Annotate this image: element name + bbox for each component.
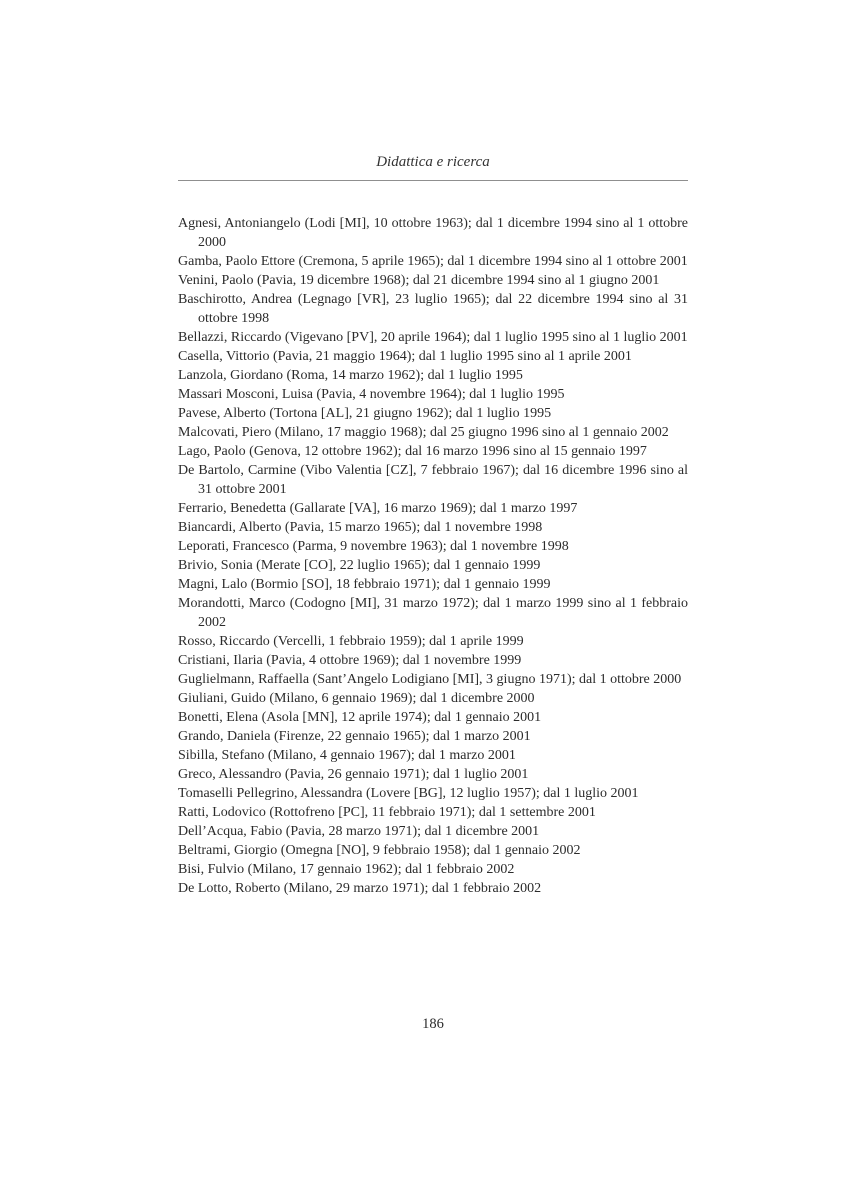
list-item: Massari Mosconi, Luisa (Pavia, 4 novembre 1964); dal 1 luglio 1995 bbox=[178, 387, 565, 402]
list-item: De Bartolo, Carmine (Vibo Valentia [CZ], 7 febbraio 1967); dal 16 dicembre 1996 sino al 31 ottobre 2001 bbox=[178, 463, 688, 497]
list-item: Agnesi, Antoniangelo (Lodi [MI], 10 ottobre 1963); dal 1 dicembre 1994 sino al 1 ottobre 2000 bbox=[178, 216, 688, 250]
list-item: Dell’Acqua, Fabio (Pavia, 28 marzo 1971); dal 1 dicembre 2001 bbox=[178, 824, 540, 839]
list-item: Bonetti, Elena (Asola [MN], 12 aprile 1974); dal 1 gennaio 2001 bbox=[178, 710, 542, 725]
list-item: De Lotto, Roberto (Milano, 29 marzo 1971); dal 1 febbraio 2002 bbox=[178, 881, 542, 896]
list-item: Baschirotto, Andrea (Legnago [VR], 23 luglio 1965); dal 22 dicembre 1994 sino al 31 ottobre 1998 bbox=[178, 292, 688, 326]
list-item: Casella, Vittorio (Pavia, 21 maggio 1964); dal 1 luglio 1995 sino al 1 aprile 2001 bbox=[178, 349, 632, 364]
running-head: Didattica e ricerca bbox=[376, 154, 490, 170]
list-item: Gamba, Paolo Ettore (Cremona, 5 aprile 1965); dal 1 dicembre 1994 sino al 1 ottobre 2001 bbox=[178, 254, 688, 269]
personnel-list bbox=[178, 214, 688, 898]
list-item: Leporati, Francesco (Parma, 9 novembre 1963); dal 1 novembre 1998 bbox=[178, 539, 569, 554]
list-item: Beltrami, Giorgio (Omegna [NO], 9 febbraio 1958); dal 1 gennaio 2002 bbox=[178, 843, 581, 858]
list-item: Lago, Paolo (Genova, 12 ottobre 1962); dal 16 marzo 1996 sino al 15 gennaio 1997 bbox=[178, 444, 647, 459]
list-item: Malcovati, Piero (Milano, 17 maggio 1968); dal 25 giugno 1996 sino al 1 gennaio 2002 bbox=[178, 425, 669, 440]
page-number: 186 bbox=[422, 1016, 444, 1032]
header-rule bbox=[178, 180, 688, 181]
list-item: Ratti, Lodovico (Rottofreno [PC], 11 febbraio 1971); dal 1 settembre 2001 bbox=[178, 805, 596, 820]
list-item: Venini, Paolo (Pavia, 19 dicembre 1968); dal 21 dicembre 1994 sino al 1 giugno 2001 bbox=[178, 273, 660, 288]
list-item: Brivio, Sonia (Merate [CO], 22 luglio 1965); dal 1 gennaio 1999 bbox=[178, 558, 541, 573]
list-item: Bellazzi, Riccardo (Vigevano [PV], 20 aprile 1964); dal 1 luglio 1995 sino al 1 luglio 2001 bbox=[178, 330, 688, 345]
list-item: Bisi, Fulvio (Milano, 17 gennaio 1962); dal 1 febbraio 2002 bbox=[178, 862, 515, 877]
list-item: Ferrario, Benedetta (Gallarate [VA], 16 marzo 1969); dal 1 marzo 1997 bbox=[178, 501, 578, 516]
list-item: Pavese, Alberto (Tortona [AL], 21 giugno 1962); dal 1 luglio 1995 bbox=[178, 406, 552, 421]
list-item: Rosso, Riccardo (Vercelli, 1 febbraio 1959); dal 1 aprile 1999 bbox=[178, 634, 524, 649]
list-item: Greco, Alessandro (Pavia, 26 gennaio 1971); dal 1 luglio 2001 bbox=[178, 767, 529, 782]
list-item: Tomaselli Pellegrino, Alessandra (Lovere [BG], 12 luglio 1957); dal 1 luglio 2001 bbox=[178, 786, 639, 801]
list-item: Giuliani, Guido (Milano, 6 gennaio 1969); dal 1 dicembre 2000 bbox=[178, 691, 535, 706]
list-item: Grando, Daniela (Firenze, 22 gennaio 1965); dal 1 marzo 2001 bbox=[178, 729, 531, 744]
list-item: Magni, Lalo (Bormio [SO], 18 febbraio 1971); dal 1 gennaio 1999 bbox=[178, 577, 551, 592]
list-item: Lanzola, Giordano (Roma, 14 marzo 1962); dal 1 luglio 1995 bbox=[178, 368, 523, 383]
list-item: Sibilla, Stefano (Milano, 4 gennaio 1967); dal 1 marzo 2001 bbox=[178, 748, 516, 763]
text-block bbox=[178, 152, 688, 898]
list-item: Biancardi, Alberto (Pavia, 15 marzo 1965); dal 1 novembre 1998 bbox=[178, 520, 543, 535]
list-item: Cristiani, Ilaria (Pavia, 4 ottobre 1969); dal 1 novembre 1999 bbox=[178, 653, 522, 668]
list-item: Guglielmann, Raffaella (Sant’Angelo Lodigiano [MI], 3 giugno 1971); dal 1 ottobre 2000 bbox=[178, 672, 682, 687]
list-item: Morandotti, Marco (Codogno [MI], 31 marzo 1972); dal 1 marzo 1999 sino al 1 febbraio 2002 bbox=[178, 596, 688, 630]
